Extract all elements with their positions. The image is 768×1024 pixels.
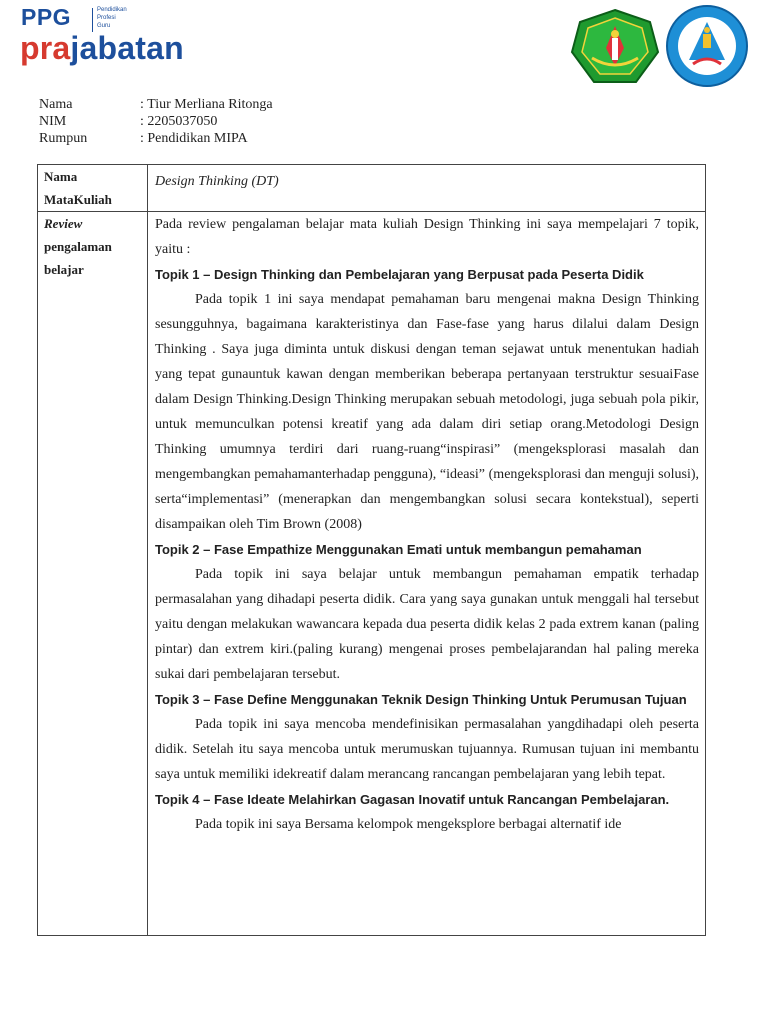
label-cell-review: [38, 212, 148, 936]
topic-title: Topik 1 – Design Thinking dan Pembelajaran yang Berpusat pada Peserta Didik: [155, 267, 644, 282]
course-name: Design Thinking (DT): [148, 165, 706, 212]
info-value: : Tiur Merliana Ritonga: [140, 97, 273, 112]
info-label: Rumpun: [39, 131, 88, 146]
review-table: [37, 164, 706, 936]
table-row: [38, 165, 706, 212]
review-content: [148, 212, 706, 936]
info-value: : 2205037050: [140, 114, 218, 129]
table-row: [38, 212, 706, 936]
topic-title: Topik 3 – Fase Define Menggunakan Teknik Design Thinking Untuk Perumusan Tujuan: [155, 692, 687, 707]
regional-emblem-icon: [570, 8, 660, 86]
topic-title: Topik 4 – Fase Ideate Melahirkan Gagasan Inovatif untuk Rancangan Pembelajaran.: [155, 792, 670, 807]
topic-body: Pada topik ini saya belajar untuk membangun pemahaman empatik terhadap permasalahan yang dihadapi peserta didik. Cara yang saya gunakan untuk menggali hal tersebut yaitu dengan melakukan wawancara kepada dua peserta didik kelas 2 pada extrem kanan (paling pintar) dan extrem kiri.(paling kurang) mengenai proses pembelajarandan hal paling mereka sukai dari pembelajaran tersebut.: [155, 567, 699, 682]
label-line: pengalaman: [44, 239, 112, 254]
review-content-inner: [155, 212, 699, 935]
logo-subtitle-line: Profesi: [97, 15, 116, 21]
page-header: [0, 0, 768, 90]
logo-divider: [92, 8, 93, 32]
logo-subtitle-line: Pendidikan: [97, 7, 127, 13]
logo-ppg-text: PPG: [21, 4, 72, 30]
logo-subtitle: [97, 6, 127, 30]
logo-jabatan: jabatan: [70, 30, 184, 66]
tut-wuri-handayani-emblem-icon: [665, 4, 749, 88]
label-line: Review: [44, 216, 83, 231]
label-line: Nama: [44, 169, 78, 184]
logo-prajabatan: [20, 30, 184, 67]
info-value: : Pendidikan MIPA: [140, 131, 248, 146]
topic-body: Pada topik 1 ini saya mendapat pemahaman baru mengenai makna Design Thinking sesungguhnya, bagaimana karakteristinya dan Fase-fase yang harus dilalui dalam Design Thinking . Saya juga diminta untuk diskusi dengan teman sejawat untuk menentukan hadiah yang tepat gunauntuk kawan dengan memberikan beberapa pertanyaan terstruktur sesuaiFase dalam Design Thinking.Design Thinking merupakan sebuah metodologi, juga sebuah pola pikir, untuk memunculkan potensi kreatif yang ada dalam diri setiap orang.Metodologi Design Thinking umumnya terdiri dari ruang-ruang“inspirasi” (mengeksplorasi masalah dan mengembangkan pemahamanterhadap pengguna), “ideasi” (mengeksplorasi dan menguji solusi), serta“implementasi” (menerapkan dan mengembangkan solusi secara kontekstual), seperti disampaikan oleh Tim Brown (2008): [155, 292, 699, 532]
info-label: Nama: [39, 97, 73, 112]
info-label: NIM: [39, 114, 67, 129]
intro-paragraph: Pada review pengalaman belajar mata kuliah Design Thinking ini saya mempelajari 7 topik, yaitu :: [155, 217, 699, 257]
topic-body: Pada topik ini saya mencoba mendefinisikan permasalahan yangdihadapi oleh peserta didik. Setelah itu saya mencoba untuk merumuskan tujuannya. Rumusan tujuan ini membantu saya untuk memiliki idekreatif dalam merancang rancangan pembelajaran yang lebih tepat.: [155, 717, 699, 782]
topic-body: Pada topik ini saya Bersama kelompok mengeksplore berbagai alternatif ide: [195, 817, 622, 832]
logo-subtitle-line: Guru: [97, 23, 111, 29]
label-line: belajar: [44, 262, 84, 277]
label-cell-course: [38, 165, 148, 212]
topic-title: Topik 2 – Fase Empathize Menggunakan Emati untuk membangun pemahaman: [155, 542, 642, 557]
logo-pra: pra: [20, 30, 71, 66]
label-line: MataKuliah: [44, 192, 112, 207]
